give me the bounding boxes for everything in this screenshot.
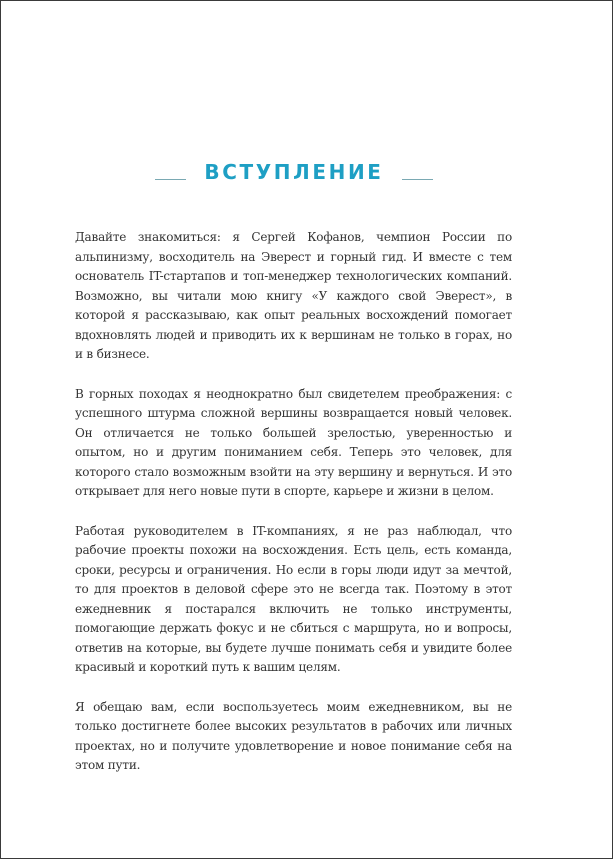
intro-body [75,228,512,796]
section-heading [1,158,612,188]
heading-rule-right [402,179,433,180]
heading-rule-left [155,179,186,180]
paragraph: Давайте знакомиться: я Сергей Кофанов, чемпион России по альпинизму, восходитель на Эверест и горный гид. И вместе с тем основатель IT-стартапов и топ-менеджер технологических компаний. Возможно, вы читали мою книгу «У каждого свой Эверест», в которой я рассказываю, как опыт реальных восхождений помогает вдохновлять людей и приводить их к вершинам не только в горах, но и в бизнесе. [75,230,512,361]
paragraph: В горных походах я неоднократно был свидетелем преображения: с успешного штурма сложной вершины возвращается новый человек. Он отличается не только большей зрелостью, уверенностью и опытом, но и другим пониманием себя. Теперь это человек, для которого стало возможным взойти на эту вершину и вернуться. И это открывает для него новые пути в спорте, карьере и жизни в целом. [75,386,512,498]
page-title: ВСТУПЛЕНИЕ [204,160,384,184]
paragraph: Я обещаю вам, если воспользуетесь моим ежедневником, вы не только достигнете более высоких результатов в рабочих или личных проектах, но и получите удовлетворение и новое понимание себя на этом пути. [75,699,512,772]
paragraph: Работая руководителем в IT-компаниях, я не раз наблюдал, что рабочие проекты похожи на восхождения. Есть цель, есть команда, сроки, ресурсы и ограничения. Но если в горы люди идут за мечтой, то для проектов в деловой сфере это не всегда так. Поэтому в этот ежедневник я постарался включить не только инструменты, помогающие держать фокус и не сбиться с маршрута, но и вопросы, ответив на которые, вы будете лучше понимать себя и увидите более красивый и короткий путь к вашим целям. [75,523,512,674]
